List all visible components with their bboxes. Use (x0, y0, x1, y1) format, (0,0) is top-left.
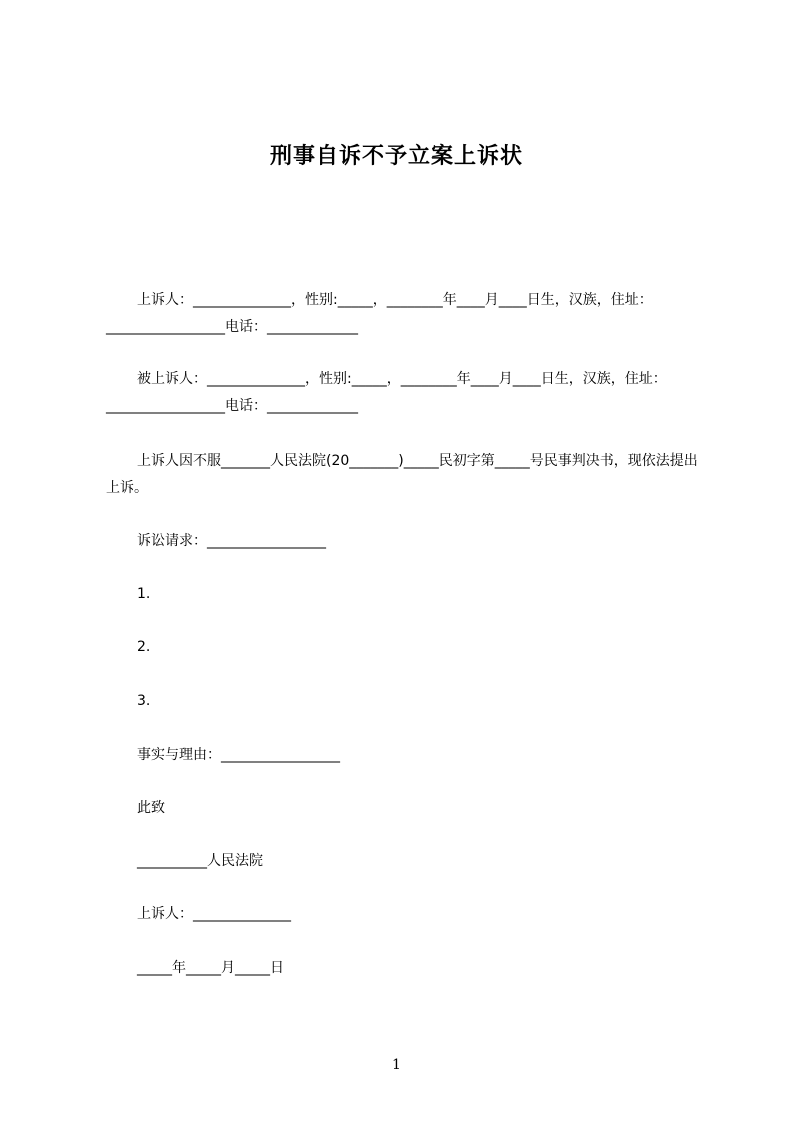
appellant-info-paragraph (106, 287, 706, 341)
appellant-signature: 上诉人：______________ (137, 906, 291, 922)
claim-item-3: 3. (137, 693, 151, 709)
date-line: _____年_____月_____日 (137, 960, 284, 976)
claim-item-1: 1. (137, 586, 151, 602)
appeal-statement-text: 上诉人因不服_______人民法院(20_______)_____民初字第_____号民事判决书，现依法提出上诉。 (106, 453, 698, 496)
appeal-statement-paragraph (106, 448, 706, 502)
court-line: __________人民法院 (137, 853, 263, 869)
salutation: 此致 (137, 800, 165, 816)
claim-item-2: 2. (137, 639, 151, 655)
claims-label: 诉讼请求：_________________ (137, 533, 326, 549)
page-number: 1 (392, 1057, 401, 1073)
appellee-info-paragraph (106, 366, 706, 420)
appellant-info-text: 上诉人：______________，性别:_____，________年____月____日生，汉族，住址：_________________电话：_____________ (106, 292, 653, 335)
facts-label: 事实与理由：_________________ (137, 747, 340, 763)
appellee-info-text: 被上诉人：______________，性别:_____，________年____月____日生，汉族，住址：_________________电话：_____________ (106, 371, 667, 414)
document-title: 刑事自诉不予立案上诉状 (269, 144, 523, 169)
